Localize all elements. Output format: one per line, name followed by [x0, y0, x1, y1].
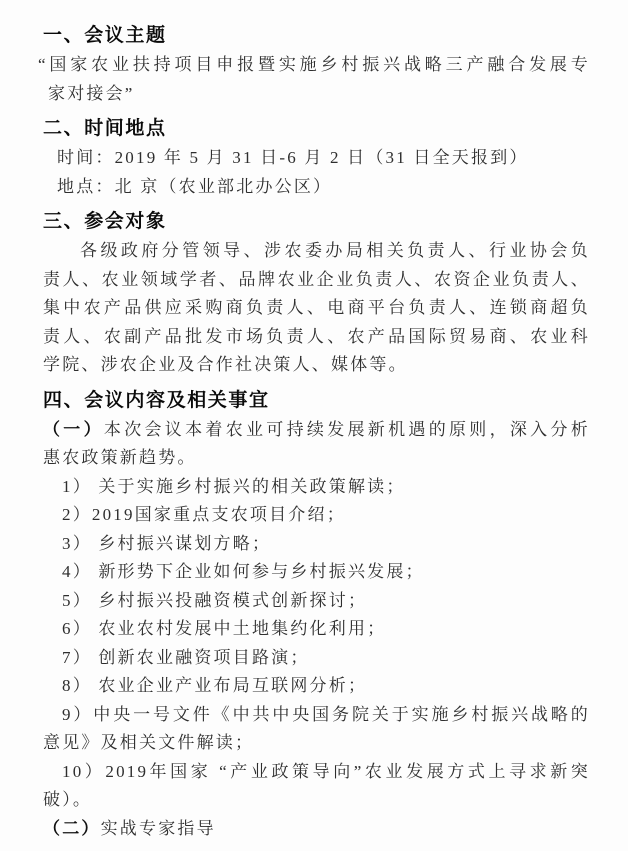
time-line: 时间：2019 年 5 月 31 日-6 月 2 日（31 日全天报到） — [57, 148, 529, 167]
agenda-item-7: 7） 创新农业融资项目路演； — [62, 647, 310, 667]
agenda-item-2: 2）2019国家重点支农项目介绍； — [62, 505, 346, 524]
section-2-heading: 二、时间地点 — [43, 118, 167, 139]
agenda-item-8: 8） 农业企业产业布局互联网分析； — [62, 676, 368, 695]
sub-section-1-label: （一） — [43, 419, 104, 439]
sub-section-2-label: （二） — [43, 818, 101, 838]
meeting-theme-line-2: 家对接会” — [48, 83, 135, 103]
participants-line-3: 集中农产品供应采购商负责人、电商平台负责人、连锁商超负 — [43, 298, 590, 317]
participants-line-5: 学院、涉农企业及合作社决策人、媒体等。 — [43, 355, 408, 374]
agenda-item-10-cont: 破）。 — [43, 790, 93, 809]
agenda-item-9: 9）中央一号文件《中共中央国务院关于实施乡村振兴战略的 — [62, 704, 590, 724]
participants-line-4: 责人、农副产品批发市场负责人、农产品国际贸易商、农业科 — [43, 326, 590, 346]
participants-line-2: 责人、农业领域学者、品牌农业企业负责人、农资企业负责人、 — [43, 269, 590, 289]
agenda-item-3: 3） 乡村振兴谋划方略； — [62, 533, 272, 553]
participants-line-1: 各级政府分管领导、涉农委办局相关负责人、行业协会负 — [80, 241, 590, 260]
agenda-item-1: 1） 关于实施乡村振兴的相关政策解读； — [62, 476, 406, 496]
agenda-item-4: 4） 新形势下企业如何参与乡村振兴发展； — [62, 562, 425, 581]
section-3-heading: 三、参会对象 — [43, 211, 167, 232]
location-line: 地点：北 京（农业部北办公区） — [57, 176, 333, 196]
agenda-item-9-cont: 意见》及相关文件解读； — [43, 733, 255, 752]
closing-line-text: 实战专家指导 — [100, 818, 216, 838]
agenda-item-5: 5） 乡村振兴投融资模式创新探讨； — [62, 590, 368, 610]
intro-line-2: 惠农政策新趋势。 — [43, 448, 197, 467]
section-1-heading: 一、会议主题 — [43, 25, 167, 46]
closing-line — [43, 815, 590, 844]
agenda-item-6: 6） 农业农村发展中土地集约化利用； — [62, 619, 387, 638]
intro-line-1 — [43, 416, 590, 445]
section-4-heading: 四、会议内容及相关事宜 — [43, 389, 270, 411]
meeting-theme-line-1: “国家农业扶持项目申报暨实施乡村振兴战略三产融合发展专 — [38, 55, 590, 74]
intro-line-1-text: 本次会议本着农业可持续发展新机遇的原则，深入分析 — [103, 419, 590, 439]
agenda-item-10: 10）2019年国家 “产业政策导向”农业发展方式上寻求新突 — [62, 761, 590, 781]
